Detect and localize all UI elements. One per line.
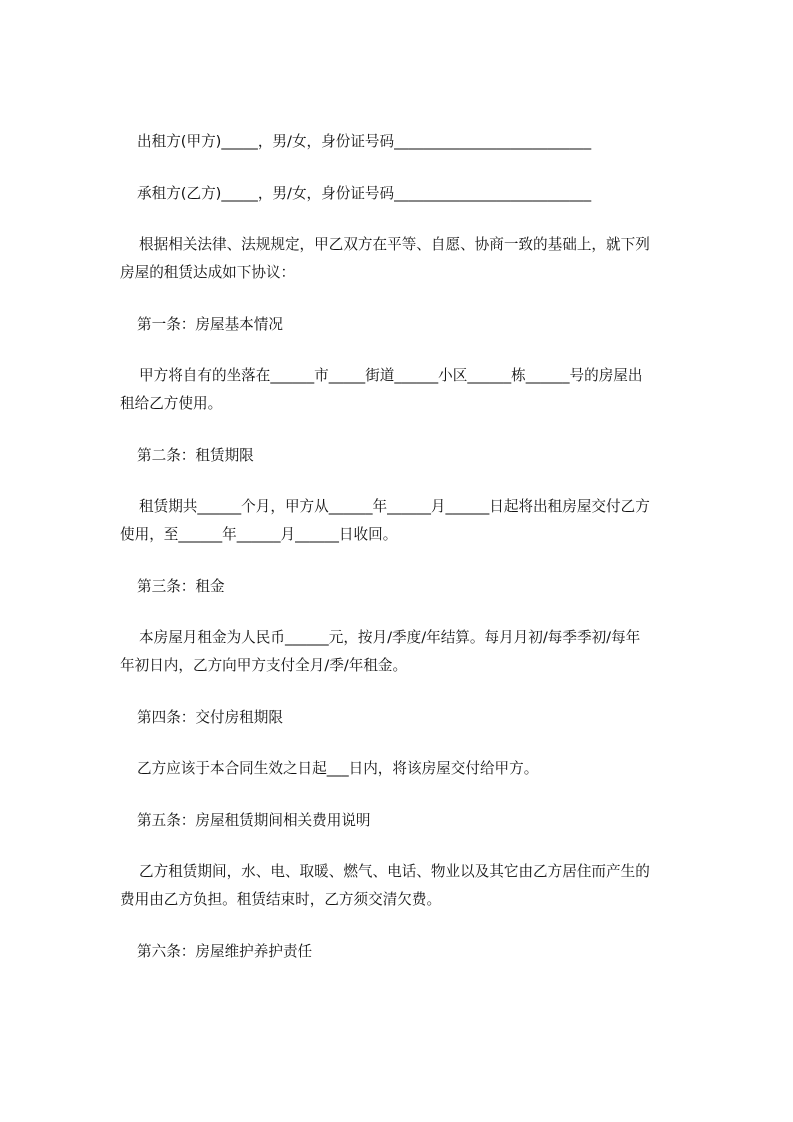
section-heading [120, 755, 680, 783]
text-line: 第三条：租金 [137, 577, 225, 595]
text-line: 承租方(乙方)_____，男/女，身份证号码___________________________ [137, 184, 592, 202]
text-line: 租赁期共______个月，甲方从______年______月______日起将出租房屋交付乙方 [139, 498, 650, 515]
party-field-line [120, 128, 680, 156]
text-line: 第四条：交付房租期限 [137, 708, 283, 726]
text-line: 乙方租赁期间，水、电、取暖、燃气、电话、物业以及其它由乙方居住而产生的 [139, 863, 650, 880]
section-heading [120, 704, 680, 732]
text-line: 第五条：房屋租赁期间相关费用说明 [137, 811, 371, 829]
paragraph [120, 624, 680, 680]
document-page [120, 128, 680, 989]
section-heading [120, 311, 680, 339]
paragraph [120, 858, 680, 914]
section-heading [120, 573, 680, 601]
paragraph [120, 231, 680, 287]
text-line: 年初日内，乙方向甲方支付全月/季/年租金。 [120, 657, 408, 674]
section-heading [120, 442, 680, 470]
text-line: 使用，至______年______月______日收回。 [120, 526, 398, 543]
text-line: 出租方(甲方)_____，男/女，身份证号码___________________________ [137, 133, 592, 150]
paragraph [120, 362, 680, 418]
section-heading [120, 938, 680, 966]
text-line: 房屋的租赁达成如下协议： [120, 264, 296, 281]
text-line: 乙方应该于本合同生效之日起___日内，将该房屋交付给甲方。 [137, 760, 539, 777]
text-line: 费用由乙方负担。租赁结束时，乙方须交清欠费。 [120, 891, 442, 908]
party-field-line [120, 180, 680, 208]
text-line: 第一条：房屋基本情况 [137, 315, 283, 333]
text-line: 租给乙方使用。 [120, 395, 223, 412]
text-line: 根据相关法律、法规规定，甲乙双方在平等、自愿、协商一致的基础上，就下列 [139, 236, 650, 253]
paragraph [120, 493, 680, 549]
text-line: 第六条：房屋维护养护责任 [137, 942, 313, 960]
text-line: 第二条：租赁期限 [137, 446, 254, 464]
text-line: 本房屋月租金为人民币______元，按月/季度/年结算。每月月初/每季季初/每年 [139, 629, 641, 646]
text-line: 甲方将自有的坐落在______市_____街道______小区______栋______号的房屋出 [139, 367, 643, 384]
section-heading [120, 807, 680, 835]
